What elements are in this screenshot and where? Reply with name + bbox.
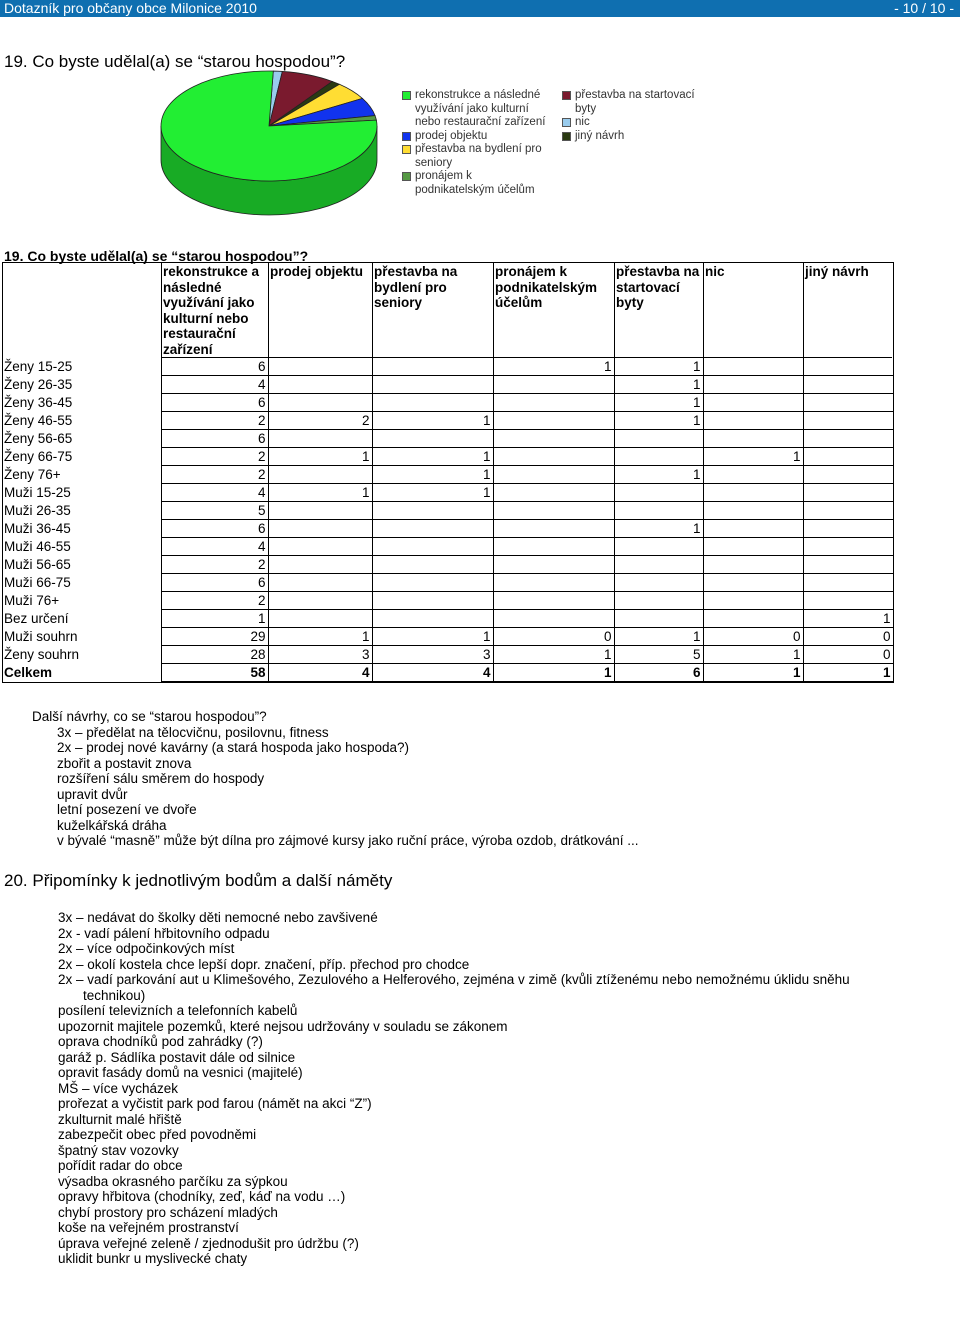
table-cell: 6 bbox=[161, 394, 268, 412]
table-row bbox=[2, 484, 893, 502]
list-item: zkulturnit malé hřiště bbox=[58, 1111, 182, 1127]
table-cell bbox=[268, 538, 372, 556]
row-label: Celkem bbox=[4, 665, 53, 680]
table-cell: 1 bbox=[703, 448, 803, 466]
table-cell: 1 bbox=[268, 448, 372, 466]
row-label: Bez určení bbox=[4, 611, 69, 626]
table-cell bbox=[372, 502, 493, 520]
table-header-row bbox=[2, 263, 893, 358]
table-cell bbox=[614, 484, 703, 502]
table-cell bbox=[372, 394, 493, 412]
table-cell bbox=[493, 376, 614, 394]
table-cell: 3 bbox=[268, 646, 372, 664]
table-row bbox=[2, 502, 893, 520]
table-cell bbox=[614, 448, 703, 466]
table-row bbox=[2, 358, 893, 376]
table-cell bbox=[803, 574, 893, 592]
list-item: 2x – okolí kostela chce lepší dopr. značení, příp. přechod pro chodce bbox=[58, 956, 470, 972]
table-cell: 0 bbox=[703, 628, 803, 646]
list-item: 2x – vadí parkování aut u Klimešového, Zezulového a Helferového, zejména v zimě (kvůli ztíženému nebo nemožnému úklidu sněhu bbox=[58, 972, 850, 987]
legend-label: přestavba na startovací byty bbox=[575, 89, 695, 115]
table-cell: 28 bbox=[161, 646, 268, 664]
row-label: Muži 76+ bbox=[4, 593, 60, 608]
table-cell bbox=[493, 394, 614, 412]
row-label: Ženy 15-25 bbox=[4, 359, 73, 375]
table-cell: 6 bbox=[161, 358, 268, 376]
column-header: pronájem k podnikatelským účelům bbox=[495, 264, 598, 310]
list-item: prořezat a vyčistit park pod farou (námět na akci “Z”) bbox=[58, 1096, 372, 1111]
list-item: koše na veřejném prostranství bbox=[58, 1220, 239, 1235]
list-item: chybí prostory pro scházení mladých bbox=[58, 1204, 278, 1220]
table-cell: 0 bbox=[803, 646, 893, 664]
table-row bbox=[2, 592, 893, 610]
list-item: výsadba okrasného parčíku za sýpkou bbox=[58, 1173, 288, 1189]
legend-label: přestavba na bydlení pro seniory bbox=[415, 143, 542, 169]
document-title: Dotazník pro občany obce Milonice 2010 bbox=[4, 0, 257, 16]
other-suggestions-title: Další návrhy, co se “starou hospodou”? bbox=[32, 709, 267, 724]
column-header: jiný návrh bbox=[805, 264, 869, 279]
table-cell bbox=[493, 610, 614, 628]
table-cell bbox=[493, 484, 614, 502]
table-cell: 58 bbox=[161, 664, 268, 682]
table-cell: 0 bbox=[493, 628, 614, 646]
row-label: Ženy 56-65 bbox=[4, 431, 73, 446]
list-item: zbořit a postavit znova bbox=[57, 755, 192, 771]
table-cell bbox=[268, 592, 372, 610]
table-cell bbox=[703, 610, 803, 628]
table-row bbox=[2, 466, 893, 484]
table-cell: 4 bbox=[268, 664, 372, 682]
legend-label: prodej objektu bbox=[415, 129, 488, 142]
list-item: zabezpečit obec před povodněmi bbox=[58, 1127, 257, 1142]
table-cell bbox=[268, 610, 372, 628]
table-cell: 1 bbox=[614, 394, 703, 412]
legend-label: rekonstrukce a následné využívání jako kulturní nebo restaurační zařízení bbox=[415, 89, 546, 128]
table-cell: 1 bbox=[161, 610, 268, 628]
list-item: opravit fasády domů na vesnici (majitelé) bbox=[58, 1065, 303, 1080]
table-cell: 1 bbox=[803, 664, 893, 682]
table-row bbox=[2, 664, 893, 682]
question-19-title: 19. Co byste udělal(a) se “starou hospodou”? bbox=[4, 52, 346, 71]
table-cell bbox=[703, 502, 803, 520]
table-row bbox=[2, 412, 893, 430]
table-cell bbox=[268, 520, 372, 538]
legend-entry bbox=[402, 89, 552, 130]
list-item: 2x - vadí pálení hřbitovního odpadu bbox=[58, 925, 270, 941]
table-cell bbox=[493, 412, 614, 430]
row-label: Ženy 66-75 bbox=[4, 449, 73, 464]
row-label: Ženy 36-45 bbox=[4, 395, 73, 410]
table-cell: 1 bbox=[614, 358, 703, 376]
legend-swatch bbox=[402, 132, 411, 141]
table-cell: 2 bbox=[268, 412, 372, 430]
table-cell: 4 bbox=[161, 538, 268, 556]
legend-label: nic bbox=[575, 116, 590, 128]
column-header: přestavba na startovací byty bbox=[616, 264, 700, 310]
table-cell bbox=[803, 538, 893, 556]
row-label: Muži 26-35 bbox=[4, 503, 71, 518]
results-table bbox=[2, 263, 894, 682]
table-cell bbox=[372, 376, 493, 394]
table-cell bbox=[372, 592, 493, 610]
table-cell: 4 bbox=[161, 484, 268, 502]
table-cell: 4 bbox=[372, 664, 493, 682]
table-cell bbox=[803, 448, 893, 466]
table-cell bbox=[703, 574, 803, 592]
table-cell bbox=[703, 430, 803, 448]
table-cell bbox=[372, 520, 493, 538]
chart-legend-left bbox=[402, 89, 552, 197]
table-cell bbox=[372, 358, 493, 376]
row-label: Muži 66-75 bbox=[4, 575, 71, 590]
table-cell bbox=[493, 538, 614, 556]
list-item: technikou) bbox=[83, 987, 146, 1003]
list-item: kuželkářská dráha bbox=[57, 817, 167, 833]
table-cell bbox=[703, 466, 803, 484]
legend-entry bbox=[402, 143, 552, 170]
table-cell bbox=[614, 430, 703, 448]
table-cell: 3 bbox=[372, 646, 493, 664]
table-cell bbox=[803, 394, 893, 412]
table-cell: 1 bbox=[493, 664, 614, 682]
table-cell bbox=[268, 358, 372, 376]
table-cell bbox=[372, 556, 493, 574]
table-cell bbox=[268, 466, 372, 484]
table-cell: 1 bbox=[372, 466, 493, 484]
table-cell bbox=[703, 412, 803, 430]
table-cell: 6 bbox=[161, 574, 268, 592]
table-cell: 6 bbox=[161, 430, 268, 448]
table-cell bbox=[803, 430, 893, 448]
table-cell: 29 bbox=[161, 628, 268, 646]
list-item: posílení televizních a telefonních kabelů bbox=[58, 1003, 298, 1018]
table-cell bbox=[614, 502, 703, 520]
legend-entry bbox=[402, 170, 552, 197]
table-cell bbox=[703, 376, 803, 394]
table-corner-cell bbox=[2, 263, 161, 358]
row-label: Muži 15-25 bbox=[4, 485, 71, 500]
table-cell bbox=[493, 448, 614, 466]
table-cell: 5 bbox=[161, 502, 268, 520]
table-cell bbox=[703, 520, 803, 538]
row-label: Muži souhrn bbox=[4, 629, 78, 644]
table-cell bbox=[803, 376, 893, 394]
table-cell: 1 bbox=[268, 628, 372, 646]
list-item: pořídit radar do obce bbox=[58, 1158, 183, 1173]
list-item: úprava veřejné zeleně / zjednodušit pro údržbu (?) bbox=[58, 1235, 359, 1251]
table-cell bbox=[803, 358, 893, 376]
table-cell bbox=[493, 574, 614, 592]
table-cell bbox=[268, 502, 372, 520]
table-row bbox=[2, 376, 893, 394]
legend-entry bbox=[562, 116, 702, 130]
row-label: Muži 56-65 bbox=[4, 557, 71, 572]
table-row bbox=[2, 574, 893, 592]
list-item: špatný stav vozovky bbox=[58, 1142, 179, 1158]
table-cell bbox=[268, 430, 372, 448]
row-label: Ženy souhrn bbox=[4, 647, 80, 662]
table-cell: 1 bbox=[614, 520, 703, 538]
table-row bbox=[2, 520, 893, 538]
header-bar bbox=[0, 0, 960, 17]
table-row bbox=[2, 538, 893, 556]
table-cell bbox=[268, 556, 372, 574]
row-label: Muži 36-45 bbox=[4, 521, 71, 536]
table-cell bbox=[703, 394, 803, 412]
row-label: Muži 46-55 bbox=[4, 539, 71, 554]
table-cell: 2 bbox=[161, 556, 268, 574]
table-cell bbox=[268, 376, 372, 394]
table-cell: 1 bbox=[493, 358, 614, 376]
legend-entry bbox=[402, 130, 552, 144]
table-cell: 1 bbox=[614, 466, 703, 484]
list-item: opravy hřbitova (chodníky, zeď, káď na vodu …) bbox=[58, 1189, 346, 1204]
table-cell bbox=[803, 556, 893, 574]
table-cell: 2 bbox=[161, 466, 268, 484]
table-cell: 1 bbox=[703, 646, 803, 664]
list-item: oprava chodníků pod zahrádky (?) bbox=[58, 1034, 263, 1049]
page-number: - 10 / 10 - bbox=[894, 0, 954, 16]
table-row bbox=[2, 628, 893, 646]
list-item: 3x – předělat na tělocvičnu, posilovnu, fitness bbox=[57, 724, 329, 740]
legend-swatch bbox=[402, 91, 411, 100]
table-cell bbox=[268, 574, 372, 592]
table-cell: 1 bbox=[614, 628, 703, 646]
table-cell bbox=[268, 394, 372, 412]
legend-swatch bbox=[402, 145, 411, 154]
list-item: garáž p. Sádlíka postavit dále od silnice bbox=[58, 1049, 296, 1065]
legend-swatch bbox=[562, 91, 571, 100]
table-cell bbox=[493, 520, 614, 538]
table-cell: 6 bbox=[161, 520, 268, 538]
question-20-title: 20. Připomínky k jednotlivým bodům a další náměty bbox=[4, 871, 393, 890]
table-cell: 2 bbox=[161, 592, 268, 610]
table-cell: 1 bbox=[372, 412, 493, 430]
table-cell bbox=[703, 538, 803, 556]
legend-swatch bbox=[402, 172, 411, 181]
table-cell: 1 bbox=[372, 628, 493, 646]
table-cell bbox=[614, 574, 703, 592]
table-cell bbox=[803, 592, 893, 610]
table-cell bbox=[614, 538, 703, 556]
table-cell: 0 bbox=[803, 628, 893, 646]
table-cell bbox=[493, 556, 614, 574]
legend-entry bbox=[562, 130, 702, 144]
list-item: uklidit bunkr u myslivecké chaty bbox=[58, 1251, 248, 1266]
table-cell: 1 bbox=[493, 646, 614, 664]
table-cell: 5 bbox=[614, 646, 703, 664]
table-cell bbox=[614, 592, 703, 610]
legend-swatch bbox=[562, 118, 571, 127]
pie-chart bbox=[158, 68, 380, 220]
table-row bbox=[2, 646, 893, 664]
table-cell bbox=[493, 592, 614, 610]
column-header: rekonstrukce a následné využívání jako kulturní nebo restaurační zařízení bbox=[163, 264, 260, 357]
table-row bbox=[2, 430, 893, 448]
table-cell bbox=[372, 610, 493, 628]
table-cell bbox=[803, 502, 893, 520]
table-row bbox=[2, 448, 893, 466]
table-cell: 4 bbox=[161, 376, 268, 394]
table-cell bbox=[703, 358, 803, 376]
list-item: upozornit majitele pozemků, které nejsou udržovány v souladu se zákonem bbox=[58, 1018, 508, 1034]
table-cell bbox=[372, 538, 493, 556]
list-item: MŠ – více vycházek bbox=[58, 1080, 179, 1096]
table-cell bbox=[493, 430, 614, 448]
table-cell: 1 bbox=[372, 448, 493, 466]
column-header: přestavba na bydlení pro seniory bbox=[374, 264, 458, 310]
row-label: Ženy 46-55 bbox=[4, 413, 73, 428]
table-cell bbox=[614, 556, 703, 574]
table-cell bbox=[803, 484, 893, 502]
legend-entry bbox=[562, 89, 702, 116]
row-label: Ženy 26-35 bbox=[4, 377, 73, 392]
list-item: 2x – prodej nové kavárny (a stará hospoda jako hospoda?) bbox=[57, 740, 409, 755]
question-20-list bbox=[58, 910, 850, 1267]
other-suggestions bbox=[32, 709, 639, 849]
table-cell: 1 bbox=[614, 376, 703, 394]
table-cell: 1 bbox=[614, 412, 703, 430]
table-cell bbox=[493, 466, 614, 484]
table-cell bbox=[703, 592, 803, 610]
table-cell: 1 bbox=[372, 484, 493, 502]
table-cell bbox=[372, 574, 493, 592]
list-item: rozšíření sálu směrem do hospody bbox=[57, 771, 265, 786]
table-cell bbox=[803, 520, 893, 538]
legend-swatch bbox=[562, 132, 571, 141]
list-item: v bývalé “masně” může být dílna pro zájmové kursy jako ruční práce, výroba ozdob, drátkování ... bbox=[57, 833, 639, 848]
table-row bbox=[2, 610, 893, 628]
table-cell: 6 bbox=[614, 664, 703, 682]
list-item: letní posezení ve dvoře bbox=[57, 802, 197, 817]
column-header: nic bbox=[705, 264, 725, 279]
legend-label: pronájem k podnikatelským účelům bbox=[415, 170, 535, 196]
table-cell: 2 bbox=[161, 448, 268, 466]
column-header: prodej objektu bbox=[270, 264, 364, 279]
table-cell: 1 bbox=[803, 610, 893, 628]
table-cell bbox=[372, 430, 493, 448]
list-item: upravit dvůr bbox=[57, 786, 128, 802]
list-item: 2x – více odpočinkových míst bbox=[58, 941, 235, 956]
table-cell bbox=[803, 412, 893, 430]
table-row bbox=[2, 394, 893, 412]
table-cell: 1 bbox=[268, 484, 372, 502]
table-cell bbox=[703, 484, 803, 502]
chart-legend-right bbox=[562, 89, 702, 143]
table-cell bbox=[493, 502, 614, 520]
table-cell bbox=[803, 466, 893, 484]
table-cell: 2 bbox=[161, 412, 268, 430]
row-label: Ženy 76+ bbox=[4, 467, 61, 482]
table-cell: 1 bbox=[703, 664, 803, 682]
table-cell bbox=[614, 610, 703, 628]
table-row bbox=[2, 556, 893, 574]
legend-label: jiný návrh bbox=[575, 129, 625, 142]
table-cell bbox=[703, 556, 803, 574]
list-item: 3x – nedávat do školky děti nemocné nebo zavšivené bbox=[58, 910, 378, 925]
table-title: 19. Co byste udělal(a) se “starou hospodou”? bbox=[4, 248, 309, 264]
